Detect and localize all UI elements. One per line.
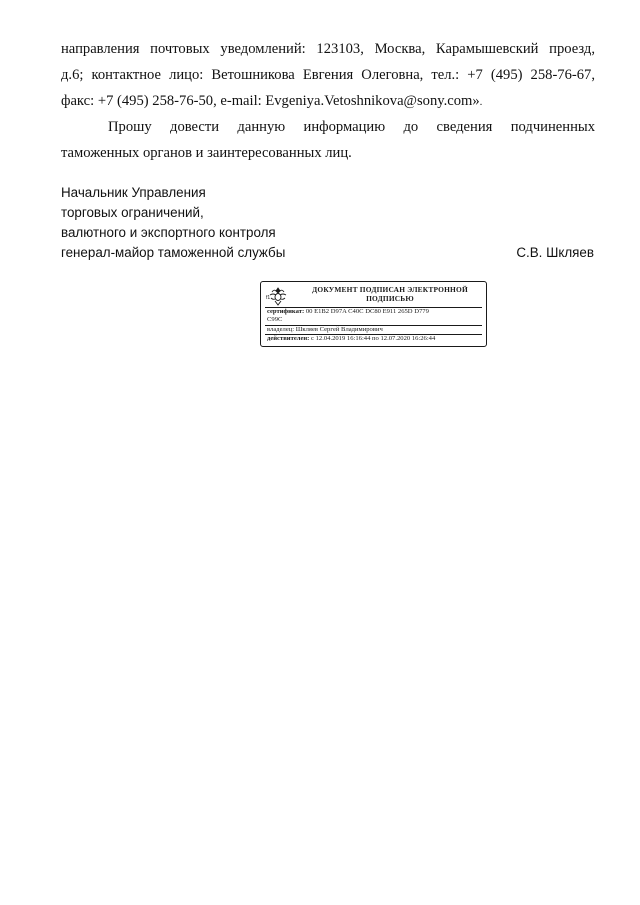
electronic-signature-stamp (260, 281, 487, 347)
stamp-validity-value: с 12.04.2019 16:16:44 по 12.07.2020 16:26:44 (311, 335, 436, 342)
request-line-1: Прошу довести данную информацию до сведения подчиненных (108, 119, 595, 135)
stamp-owner-value: Шкляев Сергей Владимирович (295, 326, 383, 333)
position-line-2: торговых ограничений, (61, 205, 204, 220)
contact-paragraph (61, 36, 595, 116)
stamp-certificate-label: сертификат: (267, 308, 305, 315)
stamp-certificate-value: 00 E1B2 D97A C40C DC80 E911 265D D779 (305, 308, 429, 315)
contact-line-1: направления почтовых уведомлений: 123103, Москва, Карамышевский проезд, (61, 41, 595, 57)
contact-line-3-period: . (479, 97, 483, 108)
position-line-3: валютного и экспортного контроля (61, 225, 276, 240)
stamp-owner-line (267, 326, 482, 334)
stamp-validity-line (267, 335, 482, 343)
contact-line-3-text: факс: +7 (495) 258-76-50, e-mail: Evgeniya.Vetoshnikova@sony.com» (61, 93, 480, 109)
contact-line-2: д.6; контактное лицо: Ветошникова Евгения Олеговна, тел.: +7 (495) 258-76-67, (61, 67, 595, 83)
stamp-owner-label: владелец: (267, 326, 295, 333)
stamp-title: ДОКУМЕНТ ПОДПИСАН ЭЛЕКТРОННОЙ ПОДПИСЬЮ (312, 285, 468, 303)
stamp-validity-label: действителен: (267, 335, 310, 342)
stamp-certificate-cont-line (267, 316, 482, 324)
signatory-name: С.В. Шкляев (516, 245, 594, 260)
customs-emblem-icon (265, 285, 291, 307)
stamp-certificate-value-cont: C99C (267, 316, 283, 323)
request-paragraph (61, 114, 595, 166)
signatory-position (61, 183, 285, 263)
request-line-2: таможенных органов и заинтересованных лиц. (61, 145, 352, 161)
position-line-4: генерал-майор таможенной службы (61, 245, 286, 260)
position-line-1: Начальник Управления (61, 185, 206, 200)
svg-text:f1: f1 (266, 295, 271, 301)
stamp-certificate-line (267, 308, 482, 316)
contact-line-3 (61, 88, 595, 116)
